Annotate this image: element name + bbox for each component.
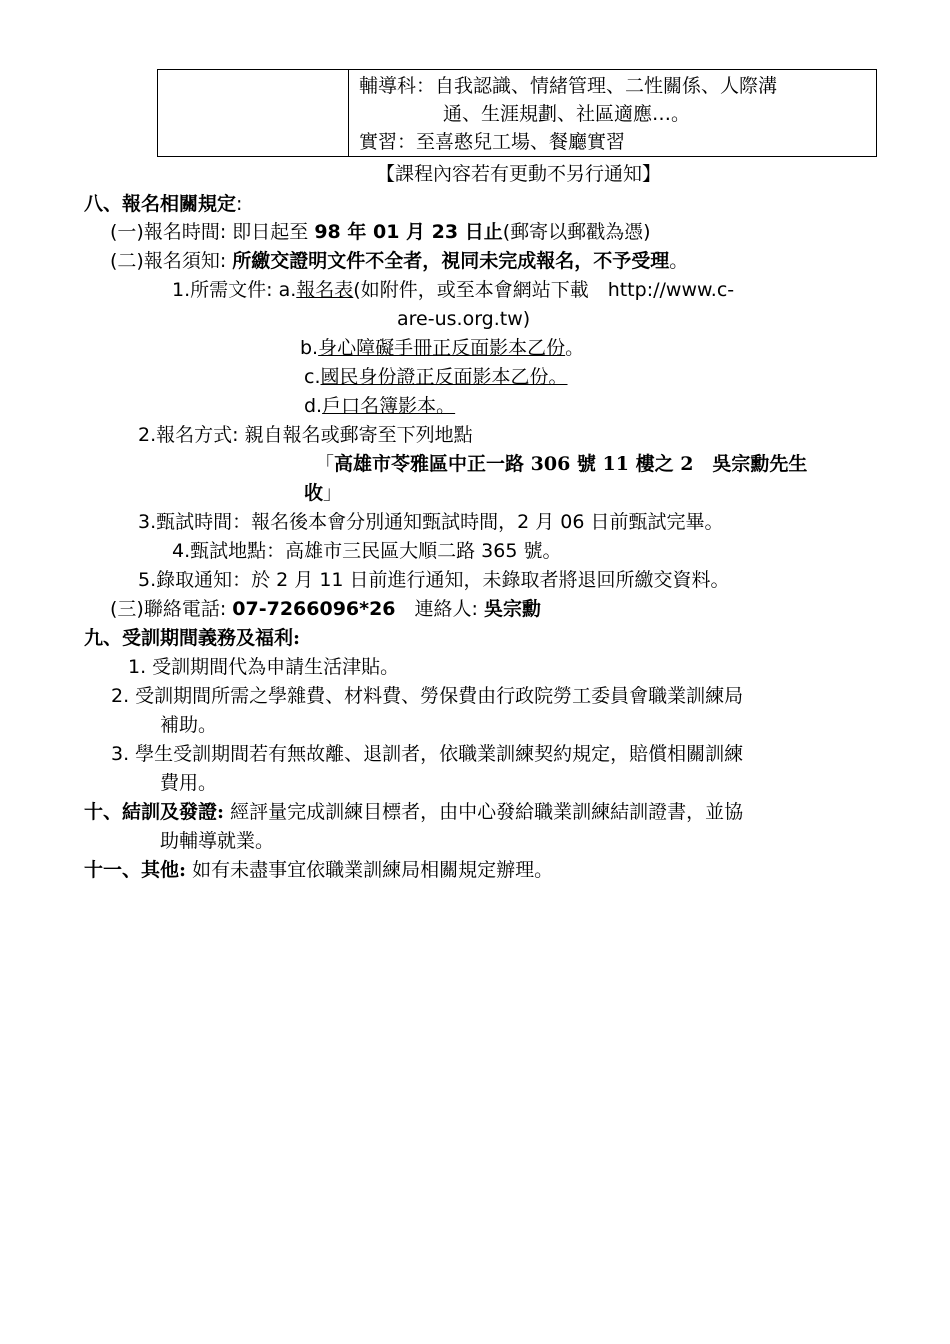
benefit-item-3-line-1: 3. 學生受訓期間若有無故離、退訓者，依職業訓練契約規定，賠償相關訓練 — [111, 743, 744, 765]
admission-notice: 5.錄取通知：於 2 月 11 日前進行通知，未錄取者將退回所繳交資料。 — [138, 569, 730, 591]
registration-deadline: 98 年 01 月 23 日止 — [314, 221, 503, 243]
application-form-link[interactable]: 報名表 — [296, 279, 354, 301]
exam-time: 3.甄試時間：報名後本會分別通知甄試時間，2 月 06 日前甄試完畢。 — [138, 511, 724, 533]
doc-c-text: 國民身份證正反面影本乙份。 — [320, 366, 568, 388]
contact-label: 連絡人: — [414, 598, 484, 620]
doc-b-text: 身心障礙手冊正反面影本乙份 — [318, 337, 566, 359]
section-10-text-line-2: 助輔導就業。 — [160, 830, 275, 852]
address-close-quote: 」 — [323, 482, 343, 504]
section-11-text: 如有未盡事宜依職業訓練局相關規定辦理。 — [192, 859, 554, 881]
table-cell-empty — [158, 70, 349, 157]
phone-number: 07-7266096*26 — [232, 598, 396, 620]
address-open-quote: 「 — [315, 453, 335, 475]
mailing-address-recipient: 收 — [304, 482, 324, 504]
mailing-address-line-1 — [315, 450, 807, 478]
registration-method: 2.報名方式: 親自報名或郵寄至下列地點 — [138, 424, 473, 446]
counseling-line-1: 輔導科：自我認識、情緒管理、二性關係、人際溝 — [359, 75, 778, 97]
benefit-item-2-line-2: 補助。 — [160, 714, 218, 736]
registration-time-note: (郵寄以郵戳為憑) — [502, 221, 651, 243]
section-11-heading: 十一、其他: — [84, 859, 187, 881]
section-8-heading — [84, 190, 242, 218]
required-docs-b — [300, 334, 584, 362]
section-10 — [84, 798, 743, 826]
practice-line: 實習：至喜憨兒工場、餐廳實習 — [359, 131, 626, 153]
required-docs-d — [304, 392, 455, 420]
section-10-text-line-1: 經評量完成訓練目標者，由中心發給職業訓練結訓證書，並協 — [230, 801, 744, 823]
table-cell-courses — [349, 70, 877, 157]
doc-d-marker: d. — [304, 395, 323, 417]
doc-b-end: 。 — [565, 337, 585, 359]
counseling-line-2: 通、生涯規劃、社區適應…。 — [443, 103, 691, 125]
section-8-colon: : — [236, 193, 243, 215]
section-11 — [84, 856, 553, 884]
registration-time — [110, 218, 651, 246]
contact-person: 吳宗勳 — [484, 598, 542, 620]
section-10-heading: 十、結訓及發證: — [84, 801, 225, 823]
benefit-item-2-line-1: 2. 受訓期間所需之學雜費、材料費、勞保費由行政院勞工委員會職業訓練局 — [111, 685, 744, 707]
section-8-title: 八、報名相關規定 — [84, 193, 237, 215]
exam-place: 4.甄試地點：高雄市三民區大順二路 365 號。 — [172, 540, 562, 562]
mailing-address-line-2 — [304, 479, 342, 507]
benefit-item-3-line-2: 費用。 — [160, 772, 218, 794]
registration-notes-label: (二)報名須知: — [110, 250, 233, 272]
required-docs-a — [172, 276, 734, 304]
doc-b-marker: b. — [300, 337, 319, 359]
course-table — [157, 69, 877, 157]
doc-d-text: 戶口名簿影本。 — [322, 395, 456, 417]
change-notice: 【課程內容若有更動不另行通知】 — [376, 163, 662, 185]
registration-notes — [110, 247, 688, 275]
table-row — [158, 70, 877, 157]
phone-label: (三)聯絡電話: — [110, 598, 233, 620]
benefit-item-1: 1. 受訓期間代為申請生活津貼。 — [128, 656, 400, 678]
section-9-heading: 九、受訓期間義務及福利: — [84, 627, 301, 649]
registration-notes-warning: 所繳交證明文件不全者，視同未完成報名，不予受理 — [232, 250, 670, 272]
contact-info — [110, 595, 541, 623]
doc-c-marker: c. — [304, 366, 321, 388]
required-docs-a-note: (如附件，或至本會網站下載 http://www.c- — [353, 279, 735, 301]
required-docs-label: 1.所需文件: a. — [172, 279, 297, 301]
registration-time-label: (一)報名時間: 即日起至 — [110, 221, 309, 243]
mailing-address-text: 高雄市苓雅區中正一路 306 號 11 樓之 2 吳宗勳先生 — [334, 453, 808, 475]
registration-notes-end: 。 — [669, 250, 689, 272]
website-url-cont: are-us.org.tw) — [397, 308, 531, 330]
required-docs-c — [304, 363, 568, 391]
